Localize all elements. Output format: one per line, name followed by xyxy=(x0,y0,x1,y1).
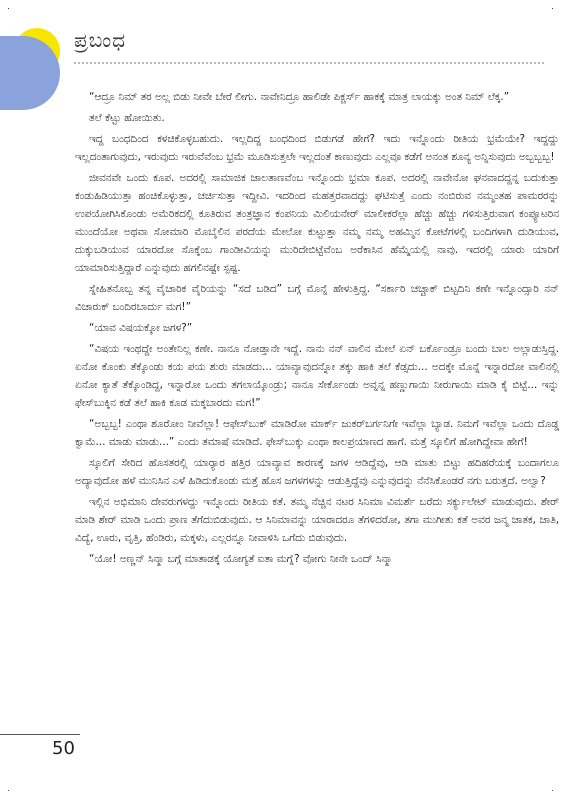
footer-rule xyxy=(0,734,80,735)
paragraph: “ಅಬ್ಬಬ್ಬ! ಎಂಥಾ ಶೂರೋಂ ನೀವೆಲ್ಲಾ! ಆಫೇಸ್‌ಬುಕ್ ಮಾಡಿರೋ ಮಾರ್ಕ್ ಜುಕರ್‌ಬರ್ಗನಿಗೇ ಇವೆಲ್ಲಾ ಬ್ಯಾಡ. ನಿಮಗೆ ಇವೆಲ್ಲಾ ಒಂದು ದೊಡ್ಡ ಕ್ವಾಮೆ... ಮಾಡು ಮಾಡು...” ಎಂದು ತಮಾಷೆ ಮಾಡಿದೆ. ಫೇಸ್‌ಬುಕ್ಕು ಎಂಥಾ ಕಾಲಪ್ರಯಾಣದ ಹಾಗೆ. ಮತ್ತೆ ಸ್ಕೂಲಿಗೆ ಹೋಗಿದ್ದೇವಾ ಹೇಗೆ! xyxy=(75,418,559,448)
article-body xyxy=(75,88,559,571)
crop-mark xyxy=(552,8,553,9)
dotted-divider xyxy=(74,62,544,64)
crop-mark xyxy=(8,790,9,791)
paragraph: ಜೀವನವೇ ಒಂದು ಕೂಪ. ಅದರಲ್ಲಿ ಸಾಮಾಜಿಕ ಜಾಲತಾಣವೆಂಬ ಇನ್ನೊಂದು ಭ್ರಮಾ ಕೂಪ. ಅದರಲ್ಲಿ ನಾವೇನೋ ಘನವಾದದ್ದನ್ನ ಬದುಕುತ್ತಾ ಕಂಡುಹಿಡಿಯುತ್ತಾ ಹಂಚಿಕೊಳ್ಳುತ್ತಾ, ಚರ್ಚಿಸುತ್ತಾ ಇದ್ದೀವಿ. ಇದರಿಂದ ಮಹತ್ತರವಾದದ್ದು ಘಟಿಸುತ್ತೆ ಎಂದು ನಂಬಿರುವ ನಮ್ಮಂತಹ ಪಾಮರರನ್ನು ಉಪಯೋಗಿಸಿಕೊಂಡು ಅಮೆರಿಕದಲ್ಲಿ ಕೂತಿರುವ ತಂತ್ರಜ್ಞಾನ ಕಂಪನಿಯ ಮಿಲಿಯನೇರ್ ಮಾಲೀಕರೆಲ್ಲಾ ಹೆಚ್ಚು ಹೆಚ್ಚು ಗಳಿಸುತ್ತಿರುವಾಗ ಕಂಪ್ಯೂಟರಿನ ಮುಂದೆಯೋ ಅಥವಾ ಸೋಮಾರಿ ಮೊಬೈಲಿನ ಪರದೆಯ ಮೇಲೋ ಕುಟ್ಟುತ್ತಾ ನಮ್ಮ ನಮ್ಮ ಅಹಮ್ಮಿನ ಕೋಟೆಗಳಲ್ಲಿ ಬಂದಿಗಳಾಗಿ ದುಡಿಯುವ, ದುಕ್ಕುಬಡಿಯುವ ಯಾರದೋ ಸೊಕ್ಕೆಂಬ ಗಾಂಡೀವಿಯನ್ನು ಮುರಿದೇಬಿಟ್ಟೆವೆಂಬ ಅರೆಕಾಸಿನ ಹೆಮ್ಮೆಯಲ್ಲಿ ನಾವು. ಇದರಲ್ಲಿ ಯಾರು ಯಾರಿಗೆ ಯಾಮಾರಿಸುತ್ತಿದ್ದಾರೆ ಎನ್ನುವುದು ಹಗಲಿನಷ್ಟೇ ಸ್ಪಷ್ಟ. xyxy=(75,172,559,274)
paragraph: ತಲೆ ಕೆಟ್ಟು ಹೋಯಿತು. xyxy=(89,112,165,124)
page-number: 50 xyxy=(52,738,75,759)
paragraph: ಇದ್ದ ಬಂಧದಿಂದ ಕಳಚಿಕೊಳ್ಳಬಹುದು. ಇಲ್ಲದಿದ್ದ ಬಂಧದಿಂದ ಬಿಡುಗಡೆ ಹೇಗೆ? ಇದು ಇನ್ನೊಂದು ರೀತಿಯ ಭ್ರಮೆಯೇ? ಇದ್ದದ್ದು ಇಲ್ಲದಂತಾಗುವುದು, ಇರುವುದು ಇರುವೆವೆಂಬ ಭ್ರಮೆ ಮೂಡಿಸುತ್ತಲೇ ಇಲ್ಲದಂತೆ ಕಾಣುವುದು ಎಲ್ಲವೂ ಕಡೆಗೆ ಅನಂತ ಶೂನ್ಯ ಅನ್ನಿಸುವುದು ಅಬ್ಬಬ್ಬಬ್ಬ! xyxy=(75,133,559,163)
paragraph: “ಆದ್ರೂ ನಿಮ್ ತರ ಅಲ್ಲ ಬಿಡು ನೀವೇ ಬೇರೆ ಲೀಗು. ನಾವೇನಿದ್ರೂ ಹಾಲಿಡೇ ಪಿಕ್ಚರ್ಸ್ ಹಾಕಕ್ಕೆ ಮಾತ್ರ ಲಾಯಕ್ಕು ಅಂತ ನಿಮ್ ಲೆಕ್ಕ.” xyxy=(89,91,510,103)
section-title: ಪ್ರಬಂಧ xyxy=(74,28,127,52)
paragraph: “ವಿಷಯ ಇಂಥದ್ದೇ ಅಂತೇನಿಲ್ಲ ಕಣೇ. ನಾನೂ ನೋಡ್ತಾನೇ ಇದ್ದೆ. ನಾನು ನನ್ ವಾಲಿನ ಮೇಲೆ ಏನ್ ಬರ್ಕೊಂಡ್ರೂ ಬಂದು ಬಾಲ ಅಲ್ಲಾಡುಸ್ತಿದ್ದ. ಏನೋ ಕೊಂಕು ತೆಕ್ಕೊಂಡು ಕಯ ಪಯ ಶುರು ಮಾಡದು... ಯಾವ್ಯಾವುದನ್ನೋ ತಕ್ಕು ಹಾಕಿ ತಲೆ ಕೆಡ್ಸದು... ಅದಕ್ಕೇ ಮೊನ್ನೆ ಇನ್ನಾರದೋ ವಾಲಿನಲ್ಲಿ ಏನೋ ಕ್ಯಾತೆ ತೆಕ್ಕೊಂಡಿದ್ದ, ಇನ್ನಾರೋ ಒಂದು ತಗಲಾಯ್ಕೊಂಡ್ರು; ನಾನೂ ಸೇರ್ಕೊಂಡು ಅವ್ನನ್ನ ಹಣ್ಣುಗಾಯಿ ನೀರುಗಾಯಿ ಮಾಡಿ ಕೈ ಬಿಟ್ಟೆ... ಇನ್ನು ಫೇಸ್‌ಬುಕ್ಕಿನ ಕಡೆ ತಲೆ ಹಾಕಿ ಕೂಡ ಮಕ್ಕಬಾರದು ಮಗ!” xyxy=(75,343,559,409)
paragraph: “ಯಾವ ವಿಷಯಕ್ಕೋ ಜಗಳ?” xyxy=(89,322,193,334)
paragraph: ಸ್ನೇಹಿತನೊಬ್ಬ ತನ್ನ ವೈಚಾರಿಕ ವೈರಿಯನ್ನು “ಸದೆ ಬಡಿದ” ಬಗ್ಗೆ ಮೊನ್ನೆ ಹೇಳುತ್ತಿದ್ದ. “ಸರ್ಕಾರಿ ಚಚ್ಚಾಕ್ ಬಿಟ್ಟದಿನಿ ಕಣೇ ಇನ್ನೊಂದ್ಸಾರಿ ನನ್ ವಿಚಾರುಕ್ ಬಂದಿರಬಾರ್ದು ಮಗ!” xyxy=(75,283,559,313)
paragraph: ಸ್ಕೂಲಿಗೆ ಸೇರಿದ ಹೊಸತರಲ್ಲಿ ಯಾರ್‍ಯಾರ ಹತ್ತಿರ ಯಾವ್ಯಾವ ಕಾರಣಕ್ಕೆ ಜಗಳ ಆಡಿದ್ದೆವು, ಆಡಿ ಮಾತು ಬಿಟ್ಟು ಹದಿಹರೆಯಕ್ಕೆ ಬಂದಾಗಲೂ ಅದ್ಯಾವುದೋ ಹಳೆ ಮುನಿಸಿನ ಎಳೆ ಹಿಡಿದುಕೊಂಡು ಮತ್ತೆ ಹೊಸ ಜಗಳಗಳನ್ನು ಆಡುತ್ತಿದ್ದೆವು ಎನ್ನುವುದನ್ನು ನೆನೆಸಿಕೊಂಡರೆ ನಗು ಬರುತ್ತದೆ. ಅಲ್ವಾ? xyxy=(75,457,559,487)
crop-mark xyxy=(552,790,553,791)
crop-mark xyxy=(8,8,9,9)
paragraph: ಇಲ್ಲಿನ ಅಭಿಮಾನಿ ದೇವರುಗಳದ್ದು ಇನ್ನೊಂದು ರೀತಿಯ ಕತೆ. ತಮ್ಮ ನೆಚ್ಚಿನ ನಟರ ಸಿನಿಮಾ ವಿಮರ್ಶೆ ಬರೆದು ಸರ್ಕ್ಯುಲೇಟ್ ಮಾಡುವುದು. ಶೇರ್ ಮಾಡಿ ಶೇರ್ ಮಾಡಿ ಒಂದು ಪ್ರಾಣ ತೆಗೆದುಬಿಡುವುದು. ಆ ಸಿನಿಮಾವನ್ನು ಯಾರಾದರೂ ತೆಗಳಿದರೋ, ತಗಾ ಮುಗೀತು ಕತೆ ಅವರ ಜನ್ಮ ಜಾತಕ, ಜಾತಿ, ವಿದ್ಯೆ, ಊರು, ವೃತ್ತಿ, ಹೆಂಡಿರು, ಮಕ್ಕಳು, ಎಲ್ಲರನ್ನೂ ನೀವಾಳಿಸಿ ಒಗೆದು ಬಿಡುವುದು. xyxy=(75,496,559,544)
paragraph: “ಯೋ! ಅಣ್ಣನ್ ಸಿನ್ಮಾ ಬಗ್ಗೆ ಮಾತಾಡಕ್ಕೆ ಯೋಗ್ಯತೆ ಐತಾ ಮಗ್ನೆ? ವೋಗು ನೀನೇ ಒಂದ್ ಸಿನ್ಮಾ xyxy=(89,553,393,565)
